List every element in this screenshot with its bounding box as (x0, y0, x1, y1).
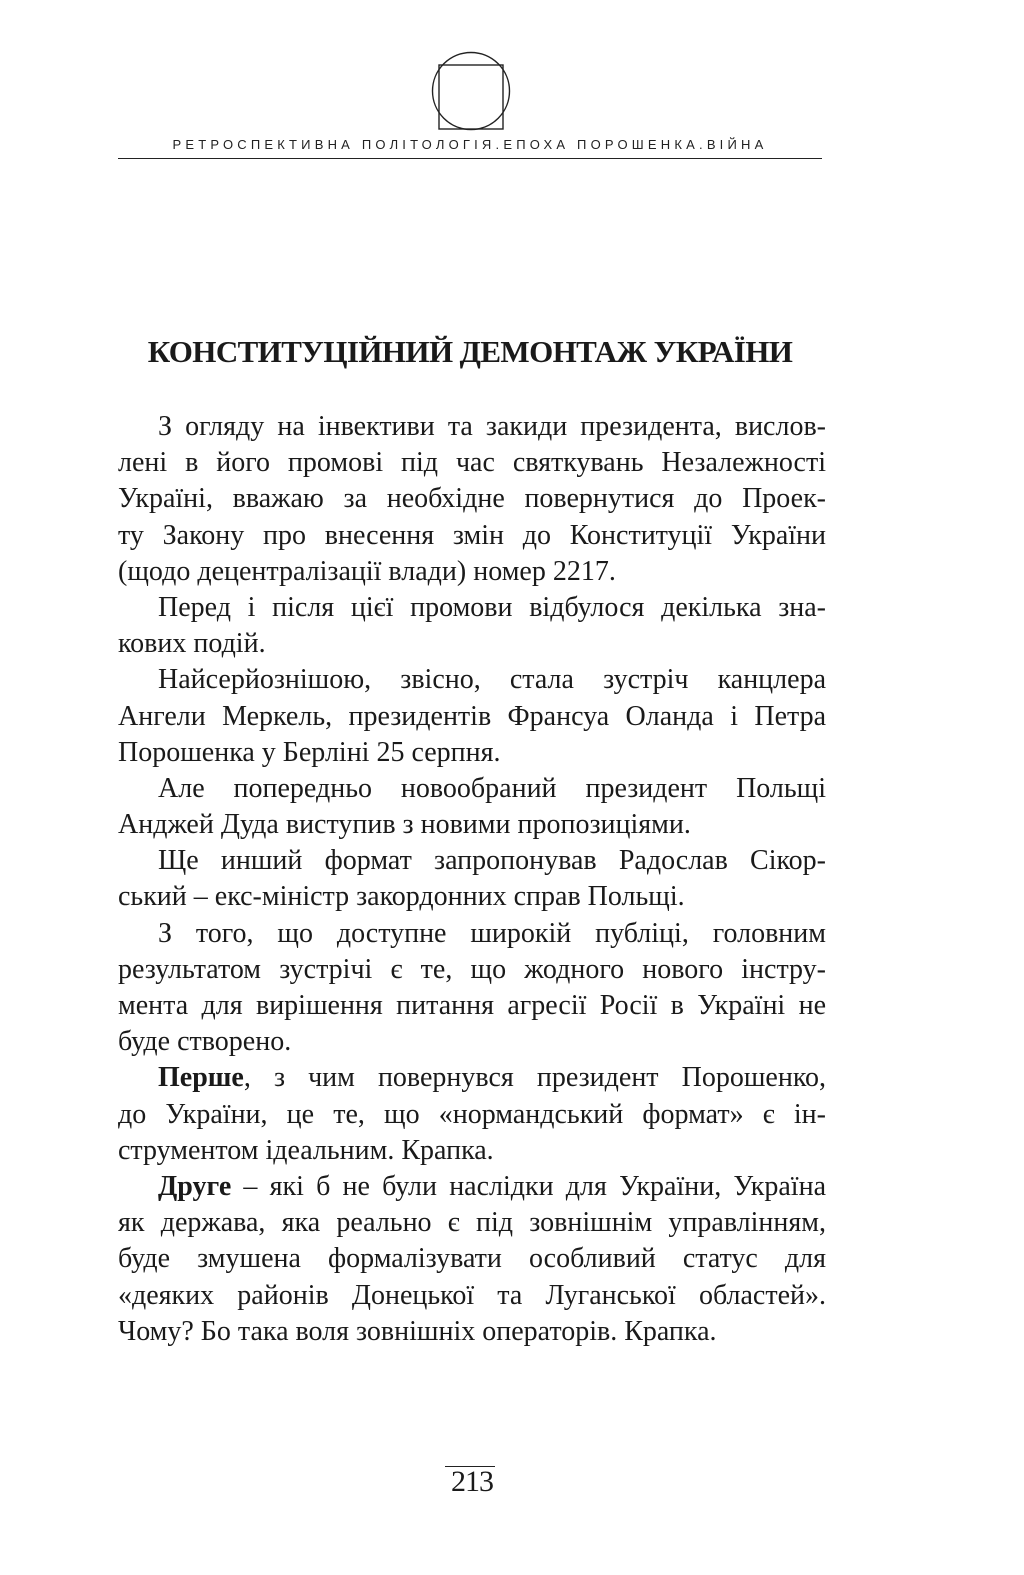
circle-square-emblem-icon (431, 51, 511, 131)
page-number: 213 (451, 1465, 493, 1498)
paragraph (118, 590, 826, 662)
paragraph (118, 409, 826, 590)
text-line: Порошенка у Берліні 25 серпня. (118, 736, 501, 768)
text-line: кових подій. (118, 628, 266, 660)
text-line: Чому? Бо така воля зовнішніх операторів. Крапка. (118, 1315, 717, 1347)
text-line: як держава, яка реально є під зовнішнім управлінням, (118, 1207, 826, 1239)
text-line: буде створено. (118, 1026, 292, 1058)
text-line: струментом ідеальним. Крапка. (118, 1134, 494, 1166)
text-line: Анджей Дуда виступив з новими пропозиціями. (118, 809, 691, 841)
text-line: З огляду на інвективи та закиди президента, вислов- (158, 411, 826, 442)
text-line: результатом зустрічі є те, що жодного нового інстру- (118, 953, 826, 985)
text-line: мента для вирішення питання агресії Росії в Україні не (118, 990, 826, 1021)
paragraph (118, 1060, 826, 1169)
text-line: лені в його промові під час святкувань Незалежності (118, 447, 826, 479)
text-line: Перед і після цієї промови відбулося декілька зна- (158, 591, 826, 623)
text-line: З того, що доступне широкій публіці, головним (158, 917, 826, 949)
header-divider (118, 158, 822, 159)
text-fragment: , з чим повернувся президент Порошенко, (243, 1062, 826, 1094)
text-line: Найсерйознішою, звісно, стала зустріч канцлера (158, 664, 826, 696)
bold-lead: Друге (158, 1170, 232, 1202)
text-line (118, 1060, 826, 1096)
text-line: Ангели Меркель, президентів Франсуа Оланда і Петра (118, 700, 826, 732)
paragraph (118, 662, 826, 771)
paragraph (118, 843, 826, 915)
text-fragment: – які б не були наслідки для України, Україна (231, 1170, 826, 1202)
paragraph (118, 771, 826, 843)
paragraph (118, 1169, 826, 1350)
text-line: до України, це те, що «нормандський формат» є ін- (118, 1098, 826, 1130)
bold-lead: Перше (158, 1062, 244, 1094)
text-line: ський – екс-міністр закордонних справ Польщі. (118, 881, 685, 913)
text-line: буде змушена формалізувати особливий статус для (118, 1243, 826, 1275)
chapter-title: КОНСТИТУЦІЙНИЙ ДЕМОНТАЖ УКРАЇНИ (147, 334, 793, 369)
text-line (118, 1169, 826, 1205)
text-line: Але попередньо новообраний президент Польщі (158, 772, 826, 804)
body-text (118, 409, 826, 1350)
running-head: РЕТРОСПЕКТИВНА ПОЛІТОЛОГІЯ.ЕПОХА ПОРОШЕНКА.ВІЙНА (172, 137, 768, 152)
paragraph (118, 916, 826, 1061)
text-line: Ще инший формат запропонував Радослав Сікор- (158, 845, 826, 877)
text-line: «деяких районів Донецької та Луганської областей». (118, 1279, 826, 1311)
text-line: (щодо децентралізації влади) номер 2217. (118, 555, 616, 587)
text-line: Україні, вважаю за необхідне повернутися до Проек- (118, 483, 826, 515)
text-line: ту Закону про внесення змін до Конституції України (118, 519, 826, 551)
